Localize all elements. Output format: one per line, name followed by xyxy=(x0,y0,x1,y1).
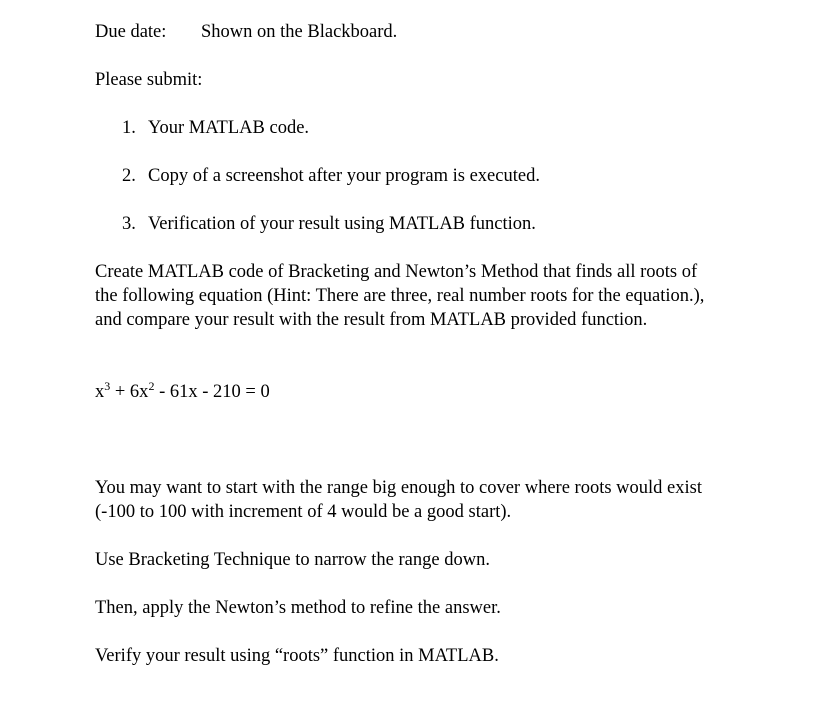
task-paragraph xyxy=(95,260,795,332)
newton-instruction: Then, apply the Newton’s method to refine the answer. xyxy=(95,598,501,618)
due-date-label: Due date: xyxy=(95,22,167,42)
submit-item-number: 2. xyxy=(122,166,136,186)
submit-heading: Please submit: xyxy=(95,70,203,90)
submit-item-number: 1. xyxy=(122,118,136,138)
task-line: and compare your result with the result from MATLAB provided function. xyxy=(95,310,648,330)
equation xyxy=(95,380,270,404)
submit-item-screenshot xyxy=(122,164,540,188)
submit-item-code xyxy=(122,116,309,140)
submit-item-text: Verification of your result using MATLAB function. xyxy=(148,214,536,234)
range-line: (-100 to 100 with increment of 4 would be a good start). xyxy=(95,502,512,522)
equation-rest: - 61x - 210 = 0 xyxy=(154,382,270,402)
task-line: the following equation (Hint: There are three, real number roots for the equation.), xyxy=(95,286,705,306)
equation-term-x: x xyxy=(95,382,105,402)
submit-item-text: Your MATLAB code. xyxy=(148,118,310,138)
equation-exponent-3: 3 xyxy=(104,379,111,393)
submit-item-text: Copy of a screenshot after your program is executed. xyxy=(148,166,540,186)
equation-term-6x: + 6x xyxy=(110,382,149,402)
due-date-value: Shown on the Blackboard. xyxy=(201,22,398,42)
bracketing-instruction: Use Bracketing Technique to narrow the range down. xyxy=(95,550,490,570)
submit-item-verification xyxy=(122,212,536,236)
task-line: Create MATLAB code of Bracketing and Newton’s Method that finds all roots of xyxy=(95,262,698,282)
verify-instruction: Verify your result using “roots” function in MATLAB. xyxy=(95,646,499,666)
due-date-line xyxy=(95,20,397,44)
submit-item-number: 3. xyxy=(122,214,136,234)
range-line: You may want to start with the range big enough to cover where roots would exist xyxy=(95,478,702,498)
equation-exponent-2: 2 xyxy=(148,379,155,393)
range-paragraph xyxy=(95,476,795,524)
